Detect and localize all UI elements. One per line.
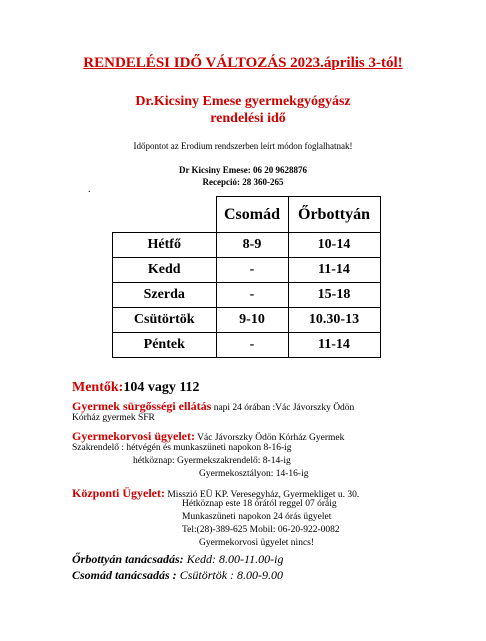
ambulance-number: 104 vagy 112 (123, 380, 200, 395)
pediatric-duty-line-4: Gyermekosztályon: 14-16-ig (199, 469, 309, 479)
emergency-text: napi 24 órában :Vác Jávorszky Ödön (211, 403, 355, 413)
ambulance-line (72, 380, 200, 396)
table-row (113, 283, 381, 308)
orbottyan-consultation-time: Kedd: 8.00-11.00-ig (183, 552, 284, 566)
orbottyan-consultation-label: Őrbottyán tanácsadás: (72, 552, 184, 566)
csomad-consultation-time: Csütörtök : 8.00-9.00 (176, 568, 284, 582)
orbottyan-cell: 11-14 (288, 333, 380, 358)
emergency-text-2: Kórház gyermek SFR (72, 413, 155, 423)
csomad-consultation (72, 568, 283, 583)
central-duty-line-2: Hétköznap este 18 órától reggel 07 óráig (182, 499, 337, 509)
header-orbottyan: Őrbottyán (288, 197, 380, 233)
table-row (113, 308, 381, 333)
hours-label: rendelési idő (210, 111, 286, 126)
doctor-phone: Dr Kicsiny Emese: 06 20 9628876 (178, 165, 308, 175)
emergency-label: Gyermek sürgősségi ellátás (72, 399, 212, 413)
day-cell: Szerda (113, 283, 217, 308)
pediatric-duty-line-2: Szakrendelő : hétvégén és munkaszüneti napokon 8-16-ig (72, 443, 292, 453)
csomad-cell: 9-10 (216, 308, 288, 333)
orbottyan-cell: 10-14 (288, 233, 380, 258)
ambulance-label: Mentők: (72, 380, 124, 395)
orbottyan-cell: 11-14 (288, 258, 380, 283)
pediatric-duty-line-3: hétköznap: Gyermekszakrendelő: 8-14-ig (133, 456, 291, 466)
schedule-table (112, 196, 381, 358)
csomad-cell: - (216, 258, 288, 283)
header-csomad: Csomád (216, 197, 288, 233)
central-duty-label: Központi Ügyelet: (72, 486, 165, 500)
day-cell: Hétfő (113, 233, 217, 258)
orbottyan-consultation (72, 552, 283, 567)
csomad-cell: - (216, 333, 288, 358)
orbottyan-cell: 10.30-13 (288, 308, 380, 333)
csomad-consultation-label: Csomád tanácsadás : (72, 568, 177, 582)
reception-phone: Recepció: 28 360-265 (202, 177, 284, 187)
day-cell: Péntek (113, 333, 217, 358)
table-row (113, 258, 381, 283)
table-row (113, 333, 381, 358)
header-blank (113, 197, 217, 233)
table-header-row (113, 197, 381, 233)
csomad-cell: - (216, 283, 288, 308)
csomad-cell: 8-9 (216, 233, 288, 258)
table-row (113, 233, 381, 258)
central-duty-text: Misszió EÜ KP. Veresegyház, Gyermekliget u. 30. (164, 490, 360, 500)
day-cell: Csütörtök (113, 308, 217, 333)
central-duty-line-4: Tel:(28)-389-625 Mobil: 06-20-922-0082 (182, 525, 340, 535)
orbottyan-cell: 15-18 (288, 283, 380, 308)
doctor-name: Dr.Kicsiny Emese gyermekgyógyász (135, 94, 351, 109)
pediatric-duty-text: Vác Jávorszky Ödön Kórház Gyermek (194, 433, 345, 443)
pediatric-duty-label: Gyermekorvosi ügyelet: (72, 429, 195, 443)
day-cell: Kedd (113, 258, 217, 283)
central-duty-line-3: Munkaszüneti napokon 24 órás ügyelet (182, 512, 332, 522)
stray-dot: . (88, 184, 91, 195)
booking-notice: Időpontot az Erodium rendszerben leírt módon foglalhatnak! (133, 141, 353, 151)
central-duty-line-5: Gyermekorvosi ügyelet nincs! (199, 538, 315, 548)
page-title: RENDELÉSI IDŐ VÁLTOZÁS 2023.április 3-tól! (83, 55, 403, 71)
